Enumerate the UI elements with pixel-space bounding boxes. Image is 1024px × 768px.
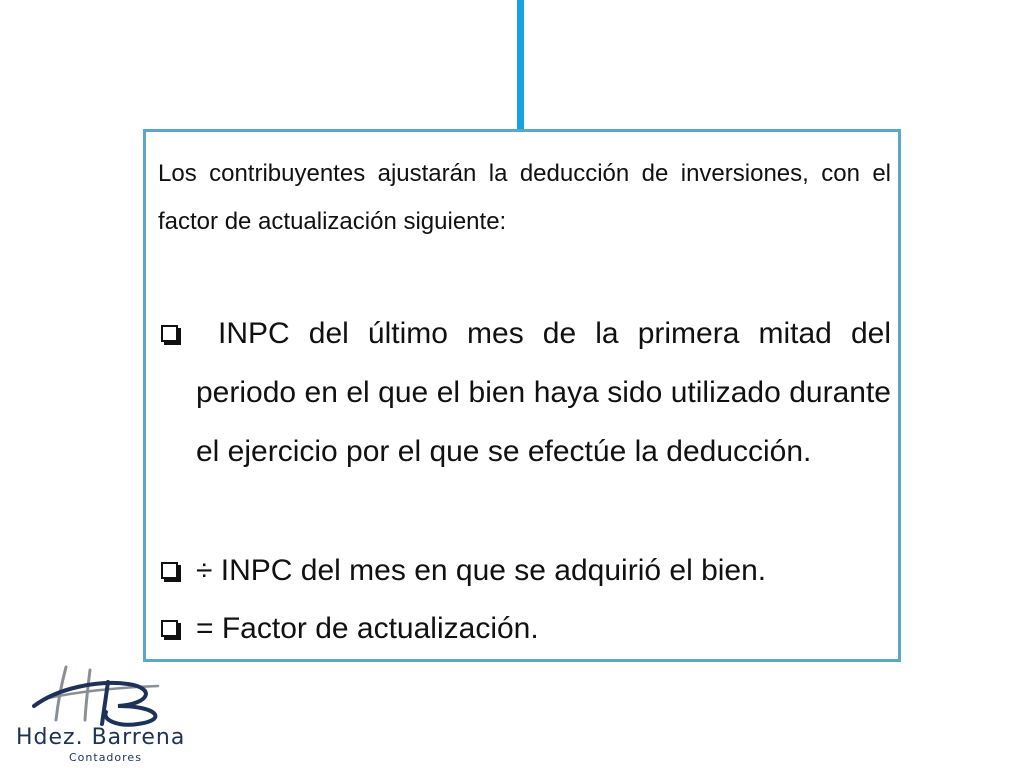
connector-line <box>517 0 524 131</box>
logo-subtitle: Contadores <box>69 751 142 764</box>
bullet-item-inpc-ultimo-mes <box>158 304 891 481</box>
hb-monogram-icon <box>28 662 188 728</box>
intro-paragraph: Los contribuyentes ajustarán la deducción de inversiones, con el factor de actualización siguiente: <box>158 160 891 235</box>
bullet-text: ÷ INPC del mes en que se adquirió el bien. <box>196 554 767 587</box>
checkbox-bullet-icon <box>161 325 178 342</box>
bullet-text: INPC del último mes de la primera mitad del periodo en el que el bien haya sido utilizado durante el ejercicio por el que se efectúe la deducción. <box>196 317 891 468</box>
bullet-text: = Factor de actualización. <box>196 612 539 645</box>
logo-name: Hdez. Barrena <box>16 725 186 750</box>
company-logo <box>16 662 206 766</box>
checkbox-bullet-icon <box>161 562 178 579</box>
bullet-item-inpc-adquisicion <box>158 541 891 600</box>
content-box <box>143 129 901 662</box>
checkbox-bullet-icon <box>161 620 178 637</box>
bullet-item-factor <box>158 599 891 658</box>
